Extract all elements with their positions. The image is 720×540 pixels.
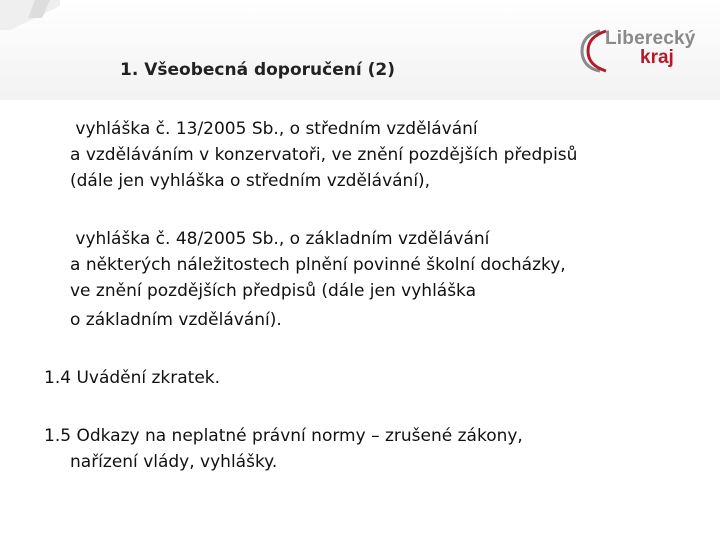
- paragraph-vyhlaska-48-line-3: ve znění pozdějších předpisů (dále jen vyhláška: [70, 281, 477, 301]
- corner-decoration: [0, 0, 60, 30]
- logo-text-kraj: kraj: [640, 47, 674, 68]
- item-1-5-line-2: nařízení vlády, vyhlášky.: [70, 452, 278, 472]
- paragraph-vyhlaska-13-line-1: vyhláška č. 13/2005 Sb., o středním vzdělávání: [70, 119, 478, 139]
- paragraph-vyhlaska-13-line-2: a vzděláváním v konzervatoři, ve znění pozdějších předpisů: [70, 145, 578, 165]
- paragraph-vyhlaska-13-line-3: (dále jen vyhláška o středním vzdělávání),: [70, 171, 431, 191]
- slide-title: 1. Všeobecná doporučení (2): [120, 60, 395, 80]
- item-1-4: 1.4 Uvádění zkratek.: [44, 368, 221, 388]
- item-1-5-line-1: 1.5 Odkazy na neplatné právní normy – zrušené zákony,: [44, 426, 523, 446]
- logo-text-liberecky: Liberecký: [605, 28, 696, 49]
- paragraph-vyhlaska-48-line-2: a některých náležitostech plnění povinné školní docházky,: [70, 255, 566, 275]
- paragraph-vyhlaska-48-line-1: vyhláška č. 48/2005 Sb., o základním vzdělávání: [70, 229, 490, 249]
- paragraph-vyhlaska-48-line-4: o základním vzdělávání).: [70, 310, 282, 330]
